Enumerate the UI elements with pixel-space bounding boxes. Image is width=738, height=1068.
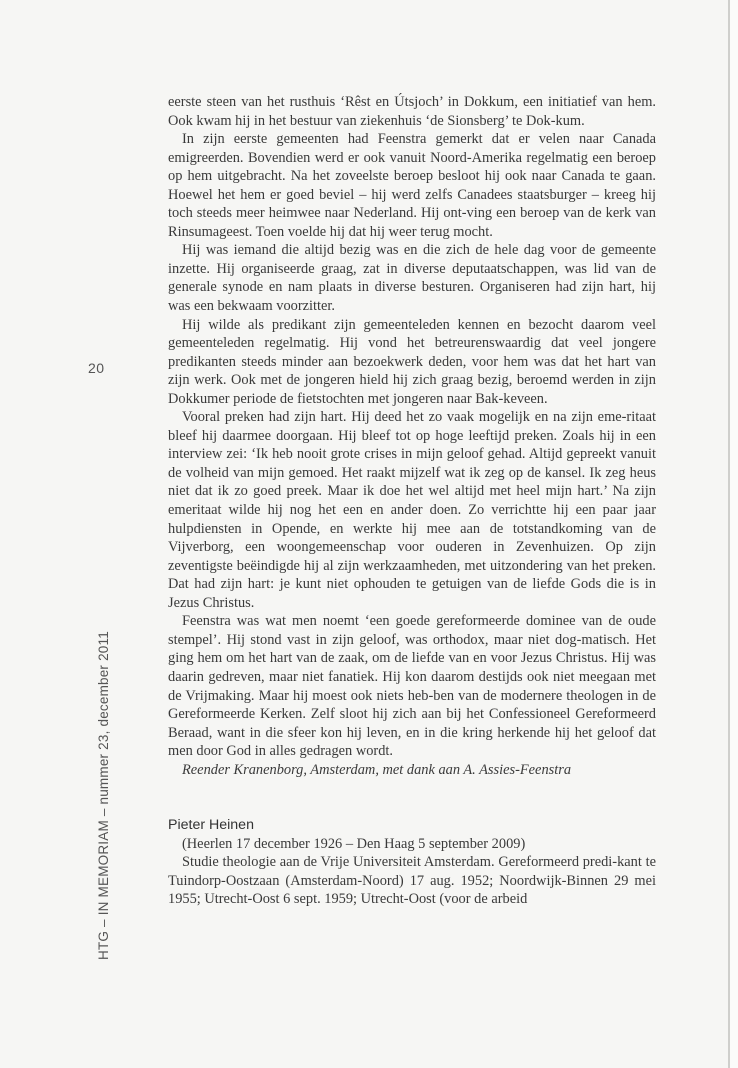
page-edge [730,0,738,1068]
paragraph: eerste steen van het rusthuis ‘Rêst en Útsjoch’ in Dokkum, een initiatief van hem. Ook kwam hij in het bestuur van ziekenhuis ‘de Sionsberg’ te Dok-kum. [168,94,656,129]
paragraph: Feenstra was wat men noemt ‘een goede gereformeerde dominee van de oude stempel’. Hij stond vast in zijn geloof, was orthodox, maar niet dog-matisch. Het ging hem om het hart van de zaak, om de liefde van en voor Jezus Christus. Hij was daarin gedreven, maar niet fanatiek. Hij kon daarom destijds ook niet meegaan met de Vrijmaking. Maar hij moest ook niets heb-ben van de modernere theologen in de Gereformeerde Kerken. Zelf sloot hij zich aan bij het Confessioneel Gereformeerd Beraad, want in die sfeer kon hij leven, en in die kring herkende hij het geloof dat men door God in alles gedragen wordt. [168,613,656,760]
body-text [168,93,656,909]
page-number: 20 [88,360,105,376]
obituary-heading: Pieter Heinen [168,817,254,834]
paragraph: Vooral preken had zijn hart. Hij deed het zo vaak mogelijk en na zijn eme-ritaat bleef hij daarmee doorgaan. Hij bleef tot op hoge leeftijd preken. Zoals hij in een interview zei: ‘Ik heb nooit grote crises in mijn geloof gehad. Altijd gepreekt vanuit de volheid van mijn gemoed. Het raakt mijzelf wat ik zeg op de kansel. Ik zeg heus niet dat ik zo goed preek. Maar ik doe het wel altijd met heel mijn hart.’ Na zijn emeritaat wilde hij nog het een en ander doen. Zo verrichtte hij een paar jaar hulpdiensten in Opende, en werkte hij mee aan de totstandkoming van de Vijverborg, een woongemeenschap voor ouderen in Zevenhuizen. Op zijn zeventigste beëindigde hij al zijn werkzaamheden, met uitzondering van het preken. Dat had zijn hart: je kunt niet ophouden te getuigen van de liefde Gods die is in Jezus Christus. [168,409,656,611]
running-head: HTG – IN MEMORIAM – nummer 23, december 2011 [96,631,111,960]
obituary-dates: (Heerlen 17 december 1926 – Den Haag 5 september 2009) [182,835,526,852]
paragraph: Hij wilde als predikant zijn gemeenteleden kennen en bezocht daarom veel gemeenteleden regelmatig. Hij vond het betreurenswaardig dat veel jongere predikanten steeds minder aan bezoekwerk deden, voor hem was dat het hart van zijn werk. Ook met de jongeren hield hij zich graag bezig, beroemd werden in zijn Dokkumer periode de fietstochten met jongeren naar Bak-keveen. [168,316,656,407]
obituary-bio: Studie theologie aan de Vrije Universiteit Amsterdam. Gereformeerd predi-kant te Tuindorp-Oostzaan (Amsterdam-Noord) 17 aug. 1952; Noordwijk-Binnen 29 mei 1955; Utrecht-Oost 6 sept. 1959; Utrecht-Oost (voor de arbeid [168,854,656,908]
author-signature: Reender Kranenborg, Amsterdam, met dank aan A. Assies-Feenstra [182,761,572,778]
paragraph: In zijn eerste gemeenten had Feenstra gemerkt dat er velen naar Canada emigreerden. Bovendien werd er ook vanuit Noord-Amerika regelmatig een beroep op hem uitgebracht. Na het zoveelste beroep besloot hij ook naar Canada te gaan. Hoewel het hem er goed beviel – hij werd zelfs Canadees staatsburger – kreeg hij toch steeds meer heimwee naar Nederland. Hij ont-ving een beroep van de kerk van Rinsumageest. Toen voelde hij dat hij weer terug mocht. [168,131,656,240]
paragraph: Hij was iemand die altijd bezig was en die zich de hele dag voor de gemeente inzette. Hij organiseerde graag, zat in diverse deputaatschappen, was lid van de generale synode en nam plaats in diverse besturen. Organiseren had zijn hart, hij was een bekwaam voorzitter. [168,242,656,315]
